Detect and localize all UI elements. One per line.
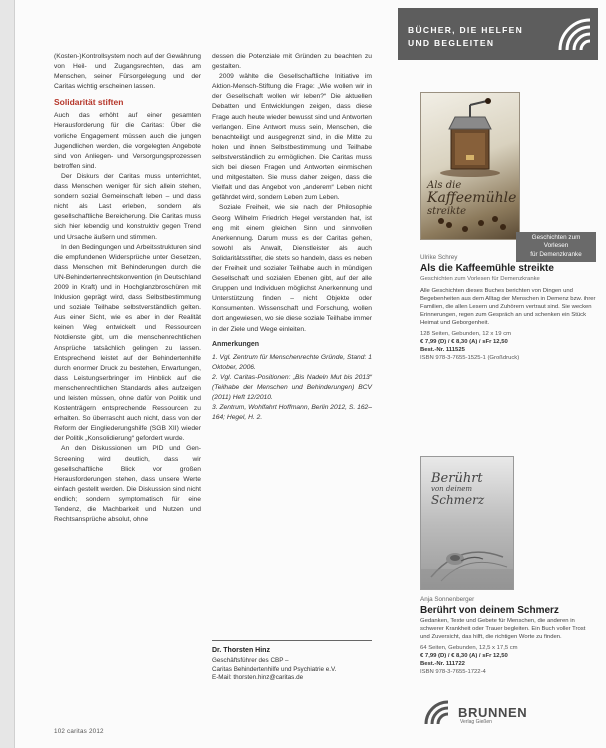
- book-cover-schmerz[interactable]: [420, 456, 514, 590]
- book-order-number: Best.-Nr. 111525: [420, 347, 465, 353]
- book-title[interactable]: Berührt von deinem Schmerz: [420, 605, 559, 616]
- paragraph: Der Diskurs der Caritas muss unterrichtet, dass Menschen weniger für sich allein stehen, sondern sozial Gemeinschaft leben – und dass nicht als Last erleben, sondern als gesellschaftliche Bereicherung. Die Caritas muss sich hier lebendig und konstruktiv gegen Trend und Ursache äußern und stimmen.: [54, 172, 201, 241]
- book-description: Gedanken, Texte und Gebete für Menschen, die anderen in schwerer Krankheit oder Trauer begleiten. Ein Buch voller Trost und Zuversicht, das hilft, die richtigen Worte zu finden.: [420, 618, 586, 640]
- publisher-name: BRUNNEN: [458, 705, 528, 720]
- sidebar-heading-line: BÜCHER, DIE HELFEN: [408, 25, 524, 35]
- book-price: € 7,99 (D) / € 8,30 (A) / sFr 12,50: [420, 339, 508, 345]
- cover-title-line: Schmerz: [431, 493, 485, 507]
- paragraph: Auch das erhöht auf einer gesamten Herausforderung für die Caritas: Über die vorliche Engagement müssen auch die jungen Jugendlichen werden, die vorgelegten Angebote sind von Anliegen- und Versorgungsprozessen betroffen sind.: [54, 112, 201, 170]
- note-item: 2. Vgl. Caritas-Positionen: „Bis Nadeln Mut bis 2013“ (Teilhabe der Menschen und Behinderungen) BCV (2011) Heft 12/2010.: [212, 373, 372, 402]
- publisher-logo-icon: [424, 700, 454, 726]
- publisher-subtitle: Verlag Gießen: [460, 719, 492, 725]
- paragraph: dessen die Potenziale mit Gründen zu beachten zu gestalten.: [212, 53, 372, 71]
- sidebar-header: [398, 8, 598, 60]
- book-subtitle: Geschichten zum Vorlesen für Demenzkranke: [420, 276, 540, 282]
- sidebar-heading: [408, 24, 523, 50]
- badge-line: Vorlesen: [543, 242, 569, 250]
- author-email[interactable]: E-Mail: thorsten.hinz@caritas.de: [212, 673, 304, 681]
- sidebar-heading-line: UND BEGLEITEN: [408, 38, 495, 48]
- article-column-1: [54, 52, 201, 525]
- publisher-logo: [424, 700, 600, 726]
- note-item: 3. Zentrum, Wohlfahrt Hoffmann, Berlin 2012, S. 162–164; Hegel, H. 2.: [212, 404, 372, 422]
- author-box: [212, 640, 372, 682]
- book-author: Anja Sonnenberger: [420, 596, 475, 603]
- book-meta: 64 Seiten, Gebunden, 12,5 x 17,5 cm: [420, 645, 518, 651]
- book-isbn: ISBN 978-3-7655-1525-1 (Großdruck): [420, 355, 520, 361]
- book-price: € 7,99 (D) / € 8,30 (A) / sFr 12,50: [420, 653, 508, 659]
- author-name: Dr. Thorsten Hinz: [212, 647, 270, 654]
- book-entry-kaffeemuehle: [420, 254, 596, 362]
- page-footer: 102 caritas 2012: [54, 728, 104, 735]
- book-sidebar: [398, 8, 598, 733]
- cover-title-line: Als die: [427, 180, 462, 191]
- book-cover-kaffeemuehle[interactable]: [420, 92, 520, 240]
- book-cover-title: [431, 473, 484, 506]
- book-author: Ulrike Schrey: [420, 254, 458, 261]
- notes-list: [212, 353, 372, 424]
- author-role: Geschäftsführer des CBP –: [212, 657, 289, 665]
- paragraph: (Kosten-)Kontrollsystem noch auf der Gewährung von Heil- und Zugangsrechten, das am Menschen, seiner Fürsorgelegung und der Caritas wichtig erscheinen lassen.: [54, 53, 201, 91]
- book-description: Alle Geschichten dieses Buches berichten von Dingen und Begebenheiten aus dem Alltag der Menschen in Demenz bzw. ihrer Familien, die allen Lesern und Zuhörern vertraut sind. Sie wecken Erinnerungen, regen zum Gespräch an und schenken ein Stück Heimat und Geborgenheit.: [420, 288, 596, 326]
- paragraph: An den Diskussionen um PID und Gen-Screening wird deutlich, dass wir gesellschaftliche Blick vor großen Herausforderungen stehen, dass unsere Werte einfach gestellt werden. Die Diskussion sind nicht endlich; sondern symptomatisch für eine Tendenz, die Machbarkeit und Nutzen und Rechtsansprüche absolut, ohne: [54, 445, 201, 524]
- book-title[interactable]: Als die Kaffeemühle streikte: [420, 263, 554, 274]
- cover-title-line: von deinem: [431, 485, 473, 493]
- section-heading: Solidarität stiften: [54, 97, 124, 108]
- notes-heading: Anmerkungen: [212, 340, 260, 348]
- book-isbn: ISBN 978-3-7655-1722-4: [420, 669, 486, 675]
- article-column-2: [212, 52, 372, 423]
- paragraph: In den Bedingungen und Arbeitsstrukturen sind die empfundenen Widersprüche unter Gesetzen, dass Menschen mit Behinderungen durch die UN-Behindertenrechtskonvention (in Deutschland 2009 in Kraft) und in Hochglanzbroschüren mit Inklusion geprägt wird, dass Selbstbestimmung und soziale Teilhabe selbstverständlich gelten. Aus einer Sicht, wie es aber in der Realität keinen Weg entwickelt und Ressourcen Notdienste gibt, um die menschenrechtlichen Ansprüche tatsächlich gelingen zu lassen. Entsprechend leistet auf der Behindertenhilfe durch enormer Druck zu bestehen, Erwartungen, dass Leistungserbringer im Hinblick auf die menschenrechtlichen Standards alles aufzeigen und leisten müssen, ohne dafür von Politik und Kostenträgern entsprechende Ressourcen zu erhalten. So überrascht auch nicht, dass von der Reform der Eingliederungshilfe (SGB XII) wieder der Politik „Konsolidierung“ gefordert wurde.: [54, 243, 201, 443]
- book-cover-title: [427, 179, 516, 218]
- cover-title-line: Kaffeemühle: [427, 190, 517, 206]
- cover-title-line: Berührt: [431, 471, 483, 486]
- book-meta: 128 Seiten, Gebunden, 12 x 19 cm: [420, 331, 512, 337]
- cover-title-line: streikte: [427, 206, 467, 217]
- arcs-logo-icon: [554, 12, 594, 52]
- note-item: 1. Vgl. Zentrum für Menschenrechte Gründe, Stand: 1 Oktober, 2006.: [212, 353, 372, 371]
- paragraph: 2009 wählte die Gesellschaftliche Initiative im Aktion-Mensch-Stiftung die Frage: „Wie wollen wir in der Gesellschaft wollen wir leben?“ Die aktuellen Debatten und Entwicklungen zeigen, dass diese Frage auch heute wieder bewusst sind und Antworten verlangen. Eine Antwort muss sein, Menschen, die benachteiligt und ausgegrenzt sind, in die Mitte zu holen und ihnen Selbstbestimmung und Teilhabe selbstverständlich zu ermöglichen. Die Caritas muss sich bei diesen Fragen und Antworten einmischen und mitgestalten. Sie muss daher zeigen, dass die Vielfalt und das Angebot von „anderem“ Leben nicht gefährdet wird, sondern Leben zum Leben.: [212, 73, 372, 202]
- book-entry-schmerz: [420, 596, 596, 676]
- book-order-number: Best.-Nr. 111722: [420, 661, 465, 667]
- page-gutter: [0, 0, 15, 748]
- paragraph: Soziale Freiheit, wie sie nach der Philosophie Georg Wilhelm Friedrich Hegel verstanden hat, ist eng mit einem gleichen Sinn und sinnvollen Anerkennung. Darum muss es der Caritas gehen, sowohl als Anwalt, Dienstleister als auch Solidaritätsstifter, die stets so handeln, dass es neben der Freiheit und sozialer Teilhabe auch in mündigen Gesellschaft und sozialen Ebenen gibt, auf der alle Gruppen und Individuen möglichst Anerkennung und Unterstützung finden – nicht Objekte oder Konsumenten. Wissenschaft und Forschung, wollen dort angewiesen, wo sie diese soziale Teilhabe immer in der Ziele und Wege einleiten.: [212, 204, 372, 333]
- badge-line: Geschichten zum: [531, 234, 581, 241]
- badge-line: für Demenzkranke: [530, 250, 582, 258]
- author-org: Caritas Behindertenhilfe und Psychiatrie e.V.: [212, 665, 337, 673]
